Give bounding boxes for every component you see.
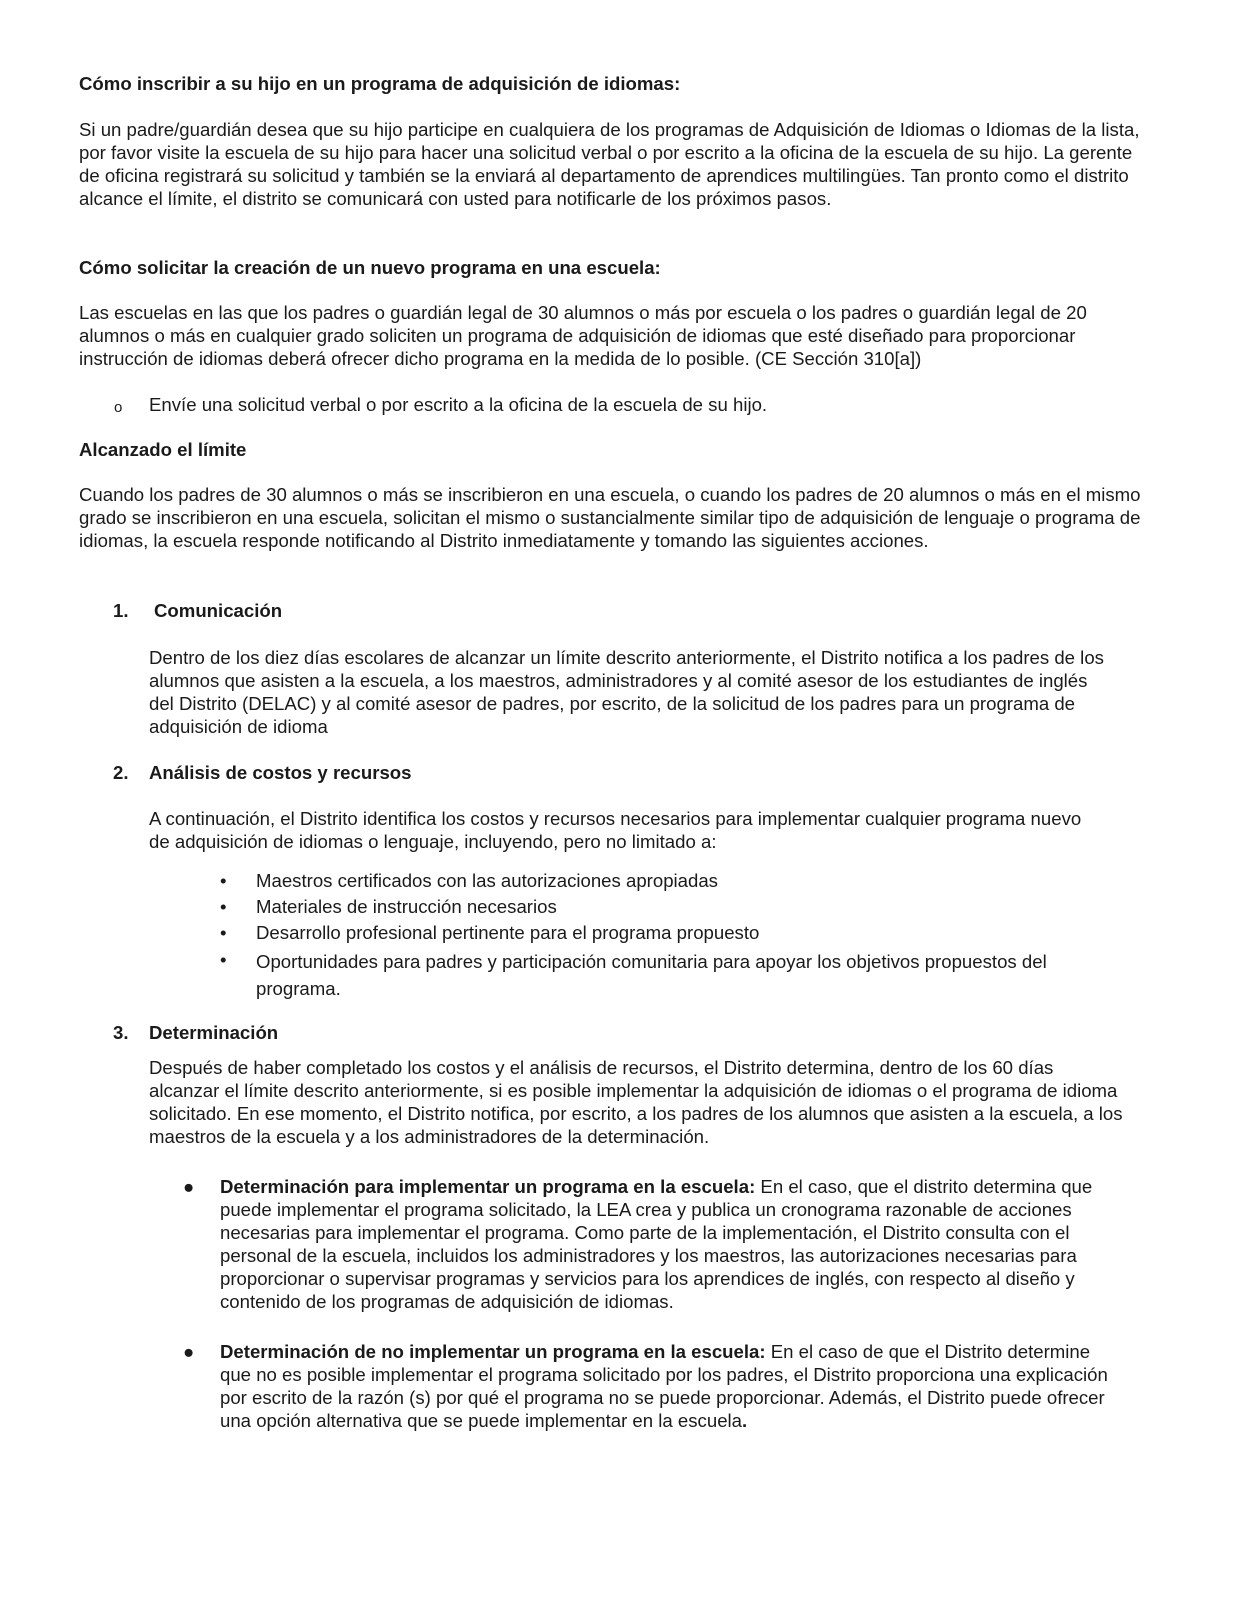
determination-not-implement-end: . (742, 1410, 748, 1431)
bullet-marker: • (220, 922, 227, 943)
section-heading-enroll: Cómo inscribir a su hijo en un programa de adquisición de idiomas: (79, 73, 681, 94)
determination-implement-text: En el caso, que el distrito determina que puede implementar el programa solicitado, la LEA crea y publica un cronograma razonable de acciones necesarias para implementar el programa. Como parte de la implementación, el Distrito consulta con el personal de la escuela, incluidos los administradores y los maestros, las autorizaciones necesarias para proporcionar o supervisar programas y servicios para los aprendices de inglés, con respecto al diseño y contenido de los programas de adquisición de idiomas. (220, 1176, 1093, 1312)
bullet-marker: • (220, 896, 227, 917)
bullet-text-request: Envíe una solicitud verbal o por escrito a la oficina de la escuela de su hijo. (149, 394, 768, 415)
bullet-marker: ● (183, 1176, 195, 1197)
item-title-cost-analysis: Análisis de costos y recursos (149, 762, 412, 783)
section-heading-new-program: Cómo solicitar la creación de un nuevo programa en una escuela: (79, 257, 661, 278)
item-body-determination: Después de haber completado los costos y el análisis de recursos, el Distrito determina, dentro de los 60 días alcanzar el límite descrito anteriormente, si es posible implementar la adquisición de idiomas o el programa de idioma solicitado. En ese momento, el Distrito notifica, por escrito, a los padres de los alumnos que asisten a la escuela, a los maestros de la escuela y a los administradores de la determinación. (149, 1057, 1123, 1147)
bullet-marker: ● (183, 1341, 195, 1362)
list-item: Maestros certificados con las autorizaciones apropiadas (256, 870, 718, 891)
bullet-marker: • (220, 870, 227, 891)
section-heading-threshold: Alcanzado el límite (79, 439, 247, 460)
section-body-new-program: Las escuelas en las que los padres o guardián legal de 30 alumnos o más por escuela o los padres o guardián legal de 20 alumnos o más en cualquier grado soliciten un programa de adquisición de idiomas que esté diseñado para proporcionar instrucción de idiomas deberá ofrecer dicho programa en la medida de lo posible. (CE Sección 310[a]) (79, 302, 1087, 369)
list-item: Oportunidades para padres y participación comunitaria para apoyar los objetivos propuestos del programa. (256, 951, 1047, 999)
bullet-marker-hollow: o (114, 399, 123, 416)
determination-not-implement-text: En el caso de que el Distrito determine que no es posible implementar el programa solicitado por los padres, el Distrito proporciona una explicación por escrito de la razón (s) por qué el programa no se puede proporcionar. Además, el Distrito puede ofrecer una opción alternativa que se puede implementar en la escuela (220, 1341, 1108, 1431)
item-number-3: 3. (113, 1022, 129, 1043)
section-body-enroll: Si un padre/guardián desea que su hijo participe en cualquiera de los programas de Adquisición de Idiomas o Idiomas de la lista, por favor visite la escuela de su hijo para hacer una solicitud verbal o por escrito a la oficina de la escuela de su hijo. La gerente de oficina registrará su solicitud y también se la enviará al departamento de aprendices multilingües. Tan pronto como el distrito alcance el límite, el distrito se comunicará con usted para notificarle de los próximos pasos. (79, 119, 1140, 209)
section-body-threshold: Cuando los padres de 30 alumnos o más se inscribieron en una escuela, o cuando los padres de 20 alumnos o más en el mismo grado se inscribieron en una escuela, solicitan el mismo o sustancialmente similar tipo de adquisición de lenguaje o programa de idiomas, la escuela responde notificando al Distrito inmediatamente y tomando las siguientes acciones. (79, 484, 1141, 551)
item-body-cost-analysis: A continuación, el Distrito identifica los costos y recursos necesarios para implementar cualquier programa nuevo de adquisición de idiomas o lenguaje, incluyendo, pero no limitado a: (149, 808, 1082, 852)
determination-not-implement (220, 1340, 1125, 1432)
bullet-marker: • (220, 949, 227, 970)
list-item: Desarrollo profesional pertinente para el programa propuesto (256, 922, 760, 943)
item-number-1: 1. (113, 600, 129, 621)
determination-implement-lead: Determinación para implementar un programa en la escuela: (220, 1176, 756, 1197)
determination-implement (220, 1175, 1125, 1313)
item-body-communication: Dentro de los diez días escolares de alcanzar un límite descrito anteriormente, el Distrito notifica a los padres de los alumnos que asisten a la escuela, a los maestros, administradores y al comité asesor de los estudiantes de inglés del Distrito (DELAC) y al comité asesor de padres, por escrito, de la solicitud de los padres para un programa de adquisición de idioma (149, 647, 1104, 737)
list-item: Materiales de instrucción necesarios (256, 896, 557, 917)
item-title-determination: Determinación (149, 1022, 279, 1043)
item-number-2: 2. (113, 762, 129, 783)
item-title-communication: Comunicación (154, 600, 283, 621)
determination-not-implement-lead: Determinación de no implementar un programa en la escuela: (220, 1341, 766, 1362)
